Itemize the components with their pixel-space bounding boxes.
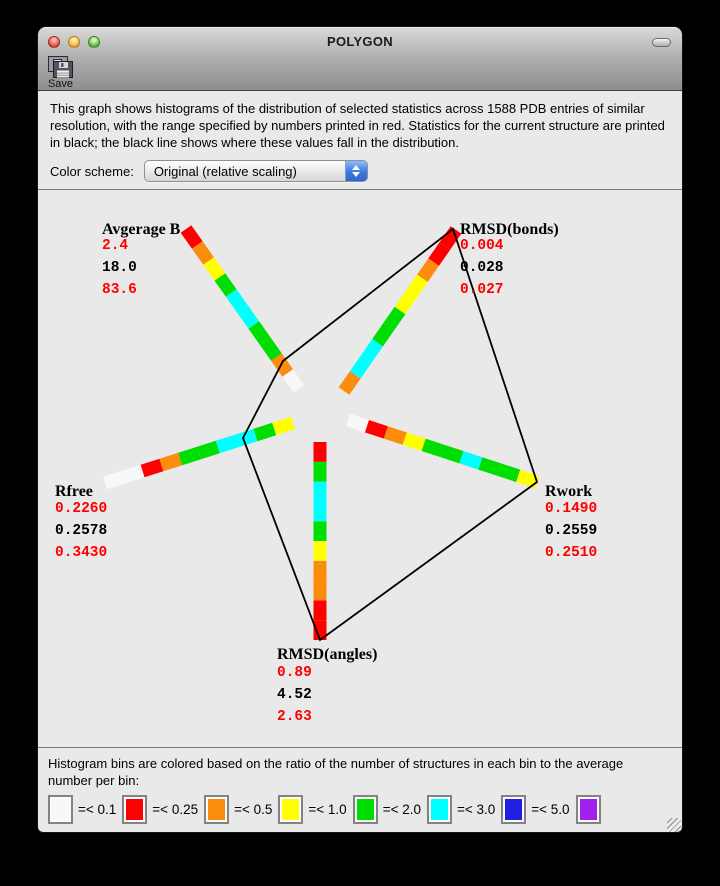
toolbar bbox=[38, 55, 682, 91]
axis-label: RMSD(bonds) bbox=[460, 221, 559, 238]
legend-bin bbox=[48, 795, 116, 824]
axis-label: Rwork bbox=[545, 483, 593, 500]
axis-max-value: 0.2510 bbox=[545, 545, 598, 561]
save-button[interactable] bbox=[47, 56, 74, 90]
axis-label: RMSD(angles) bbox=[277, 646, 378, 663]
legend-bin-swatch bbox=[353, 795, 378, 824]
axis-min-value: 0.2260 bbox=[55, 501, 108, 517]
color-scheme-select[interactable] bbox=[144, 160, 368, 182]
axis-max-value: 83.6 bbox=[102, 282, 137, 298]
legend-bin-swatch bbox=[501, 795, 526, 824]
info-panel bbox=[38, 91, 682, 190]
color-scheme-selected-value: Original (relative scaling) bbox=[153, 163, 297, 179]
resize-grip[interactable] bbox=[667, 818, 681, 832]
axis-max-value: 0.3430 bbox=[55, 545, 108, 561]
polygon-plot bbox=[38, 190, 682, 747]
axis-histogram-Avgerage B bbox=[186, 229, 299, 389]
axis-label: Avgerage B bbox=[102, 221, 181, 238]
color-scheme-label: Color scheme: bbox=[50, 163, 134, 179]
legend-bin bbox=[427, 795, 495, 824]
legend-bin-label: =< 1.0 bbox=[308, 802, 347, 817]
legend-bin-swatch bbox=[122, 795, 147, 824]
toolbar-toggle-button[interactable] bbox=[652, 38, 671, 47]
axis-histogram-Rwork bbox=[348, 420, 537, 482]
axis-value-value: 4.52 bbox=[277, 687, 312, 703]
axis-min-value: 0.89 bbox=[277, 665, 312, 681]
legend-bin-swatch bbox=[48, 795, 73, 824]
legend-text: Histogram bins are colored based on the ratio of the number of structures in each bin to the average number per bin: bbox=[48, 756, 624, 788]
legend-bin bbox=[204, 795, 272, 824]
description-text: This graph shows histograms of the distribution of selected statistics across 1588 PDB entries of similar resolution, with the range specified by numbers printed in red. Statistics for the current structure are printed in black; the black line shows where these values fall in the distribution. bbox=[50, 101, 665, 150]
legend-bin bbox=[576, 795, 601, 824]
legend-bin-label: =< 0.5 bbox=[234, 802, 273, 817]
axis-min-value: 0.004 bbox=[460, 238, 504, 254]
axis-min-value: 0.1490 bbox=[545, 501, 598, 517]
axis-value-value: 18.0 bbox=[102, 260, 137, 276]
legend-bin bbox=[278, 795, 346, 824]
legend-bins bbox=[48, 795, 672, 824]
window-title: POLYGON bbox=[327, 34, 393, 49]
legend-bin-label: =< 0.25 bbox=[152, 802, 199, 817]
legend-bin-swatch bbox=[427, 795, 452, 824]
polygon-window bbox=[38, 27, 682, 832]
axis-histogram-RMSD(bonds) bbox=[344, 230, 456, 391]
plot-area bbox=[38, 190, 682, 747]
legend-bin-label: =< 0.1 bbox=[78, 802, 117, 817]
axis-histogram-Rfree bbox=[105, 423, 293, 483]
legend-bin-label: =< 2.0 bbox=[382, 802, 421, 817]
popup-arrows-icon bbox=[345, 161, 367, 181]
legend-bin bbox=[501, 795, 569, 824]
axis-value-value: 0.028 bbox=[460, 260, 504, 276]
save-icon bbox=[47, 56, 74, 78]
legend-bin-label: =< 5.0 bbox=[531, 802, 570, 817]
save-button-label: Save bbox=[47, 78, 74, 90]
legend-panel bbox=[38, 747, 682, 832]
axis-value-value: 0.2578 bbox=[55, 523, 108, 539]
legend-bin bbox=[353, 795, 421, 824]
legend-bin-swatch bbox=[204, 795, 229, 824]
axis-max-value: 0.027 bbox=[460, 282, 504, 298]
legend-bin-swatch bbox=[576, 795, 601, 824]
legend-bin-label: =< 3.0 bbox=[456, 802, 496, 817]
title-bar[interactable] bbox=[38, 27, 682, 55]
axis-min-value: 2.4 bbox=[102, 238, 129, 254]
axis-value-value: 0.2559 bbox=[545, 523, 598, 539]
axis-max-value: 2.63 bbox=[277, 709, 312, 725]
axis-label: Rfree bbox=[55, 483, 93, 500]
legend-bin-swatch bbox=[278, 795, 303, 824]
legend-bin bbox=[122, 795, 198, 824]
